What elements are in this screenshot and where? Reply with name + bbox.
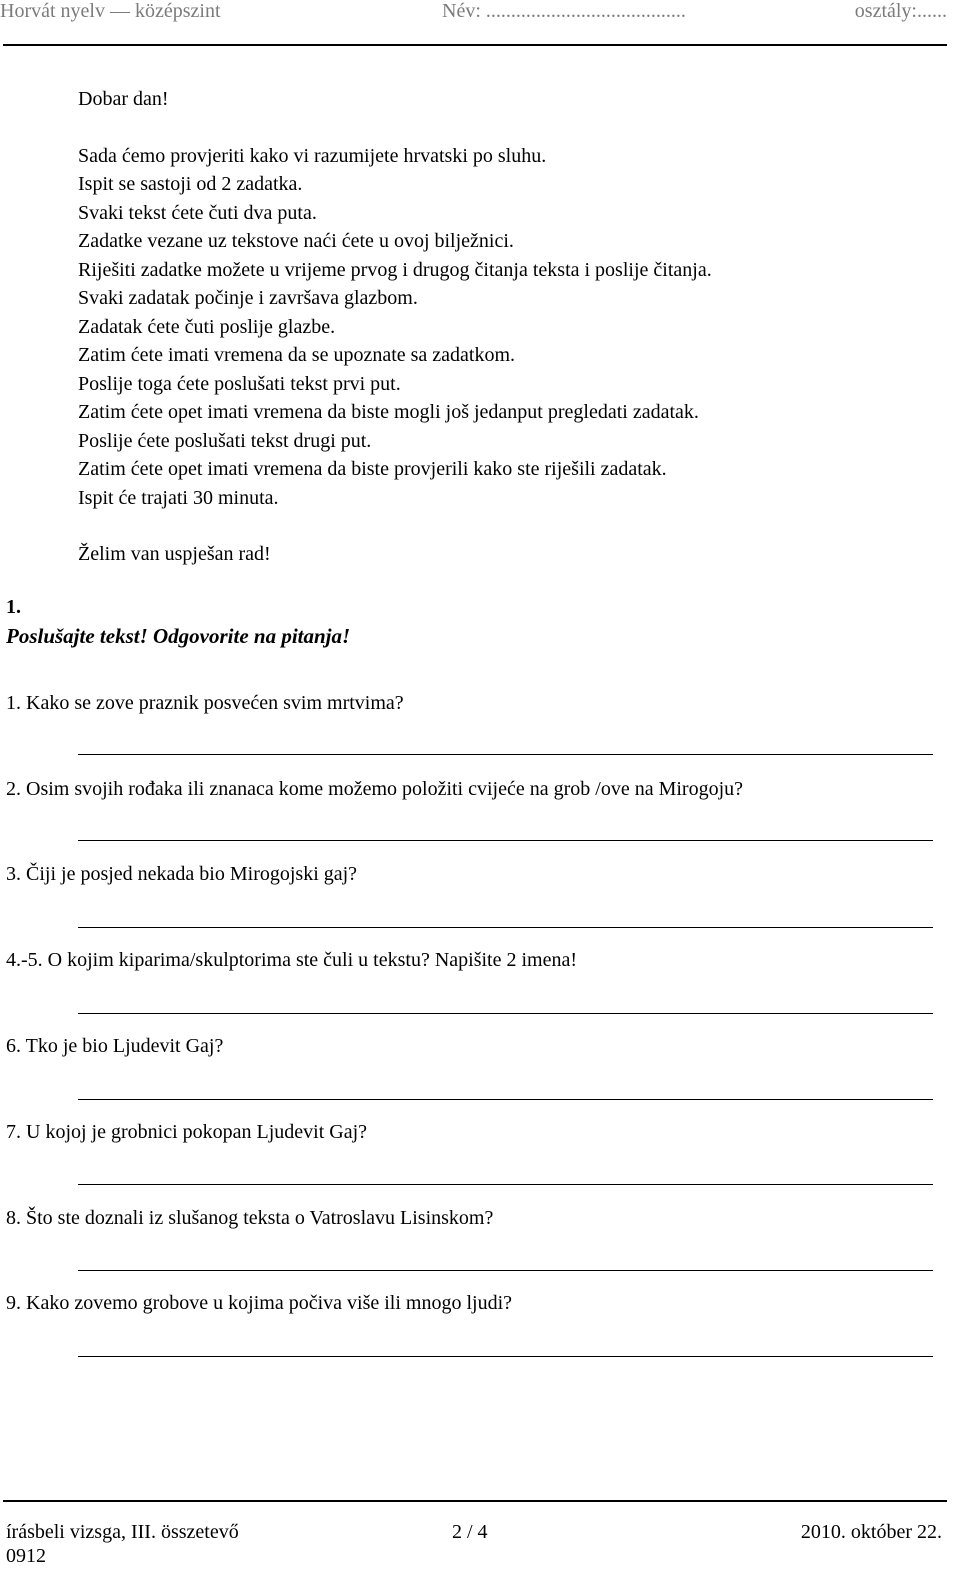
question-8: 8. Što ste doznali iz slušanog teksta o Vatroslavu Lisinskom? [6,1207,494,1229]
task-title: Poslušajte tekst! Odgovorite na pitanja! [6,624,351,648]
footer-code: 0912 [6,1545,46,1567]
instruction-line: Ispit će trajati 30 minuta. [78,486,279,509]
header-subject: Horvát nyelv — középszint [0,0,221,22]
header-name-field: Név: ........................................ [442,0,686,22]
question-2: 2. Osim svojih rođaka ili znanaca kome možemo položiti cvijeće na grob /ove na Mirogoju? [6,778,744,800]
footer-exam-part: írásbeli vizsga, III. összetevő [6,1521,239,1543]
instruction-line: Ispit se sastoji od 2 zadatka. [78,173,303,195]
answer-line-9[interactable] [78,1356,933,1357]
footer-rule [3,1500,947,1502]
instruction-line: Poslije ćete poslušati tekst drugi put. [78,429,372,452]
header-rule [3,44,947,46]
instruction-line: Zadatke vezane uz tekstove naći ćete u ovoj bilježnici. [78,230,514,252]
question-7: 7. U kojoj je grobnici pokopan Ljudevit Gaj? [6,1121,368,1143]
instruction-line: Zatim ćete opet imati vremena da biste mogli još jedanput pregledati zadatak. [78,401,699,423]
question-4-5: 4.-5. O kojim kiparima/skulptorima ste čuli u tekstu? Napišite 2 imena! [6,949,577,971]
page-header [0,0,947,24]
instruction-line: Riješiti zadatke možete u vrijeme prvog i drugog čitanja teksta i poslije čitanja. [78,258,712,281]
answer-line-4-5[interactable] [78,1013,933,1014]
footer-date: 2010. október 22. [800,1521,942,1543]
instruction-line: Zatim ćete opet imati vremena da biste provjerili kako ste riješili zadatak. [78,458,667,480]
answer-line-1[interactable] [78,754,933,755]
greeting: Dobar dan! [78,88,169,110]
task-number: 1. [6,596,21,618]
instruction-line: Svaki zadatak počinje i završava glazbom. [78,287,418,309]
answer-line-3[interactable] [78,927,933,928]
instruction-line: Poslije toga ćete poslušati tekst prvi put. [78,372,401,395]
instruction-line: Zadatak ćete čuti poslije glazbe. [78,315,336,338]
instruction-line: Zatim ćete imati vremena da se upoznate sa zadatkom. [78,344,516,366]
instruction-line: Svaki tekst ćete čuti dva puta. [78,201,317,224]
answer-line-7[interactable] [78,1184,933,1185]
instruction-line: Sada ćemo provjeriti kako vi razumijete hrvatski po sluhu. [78,144,547,167]
answer-line-2[interactable] [78,840,933,841]
question-9: 9. Kako zovemo grobove u kojima počiva više ili mnogo ljudi? [6,1292,513,1314]
footer-page-number: 2 / 4 [452,1521,488,1543]
answer-line-8[interactable] [78,1270,933,1271]
header-class-field: osztály:...... [854,0,947,22]
question-3: 3. Čiji je posjed nekada bio Mirogojski gaj? [6,863,358,885]
question-6: 6. Tko je bio Ljudevit Gaj? [6,1035,224,1057]
answer-line-6[interactable] [78,1099,933,1100]
question-1: 1. Kako se zove praznik posvećen svim mrtvima? [6,692,404,714]
instructions [78,85,712,569]
closing-wish: Želim van uspješan rad! [78,543,271,565]
